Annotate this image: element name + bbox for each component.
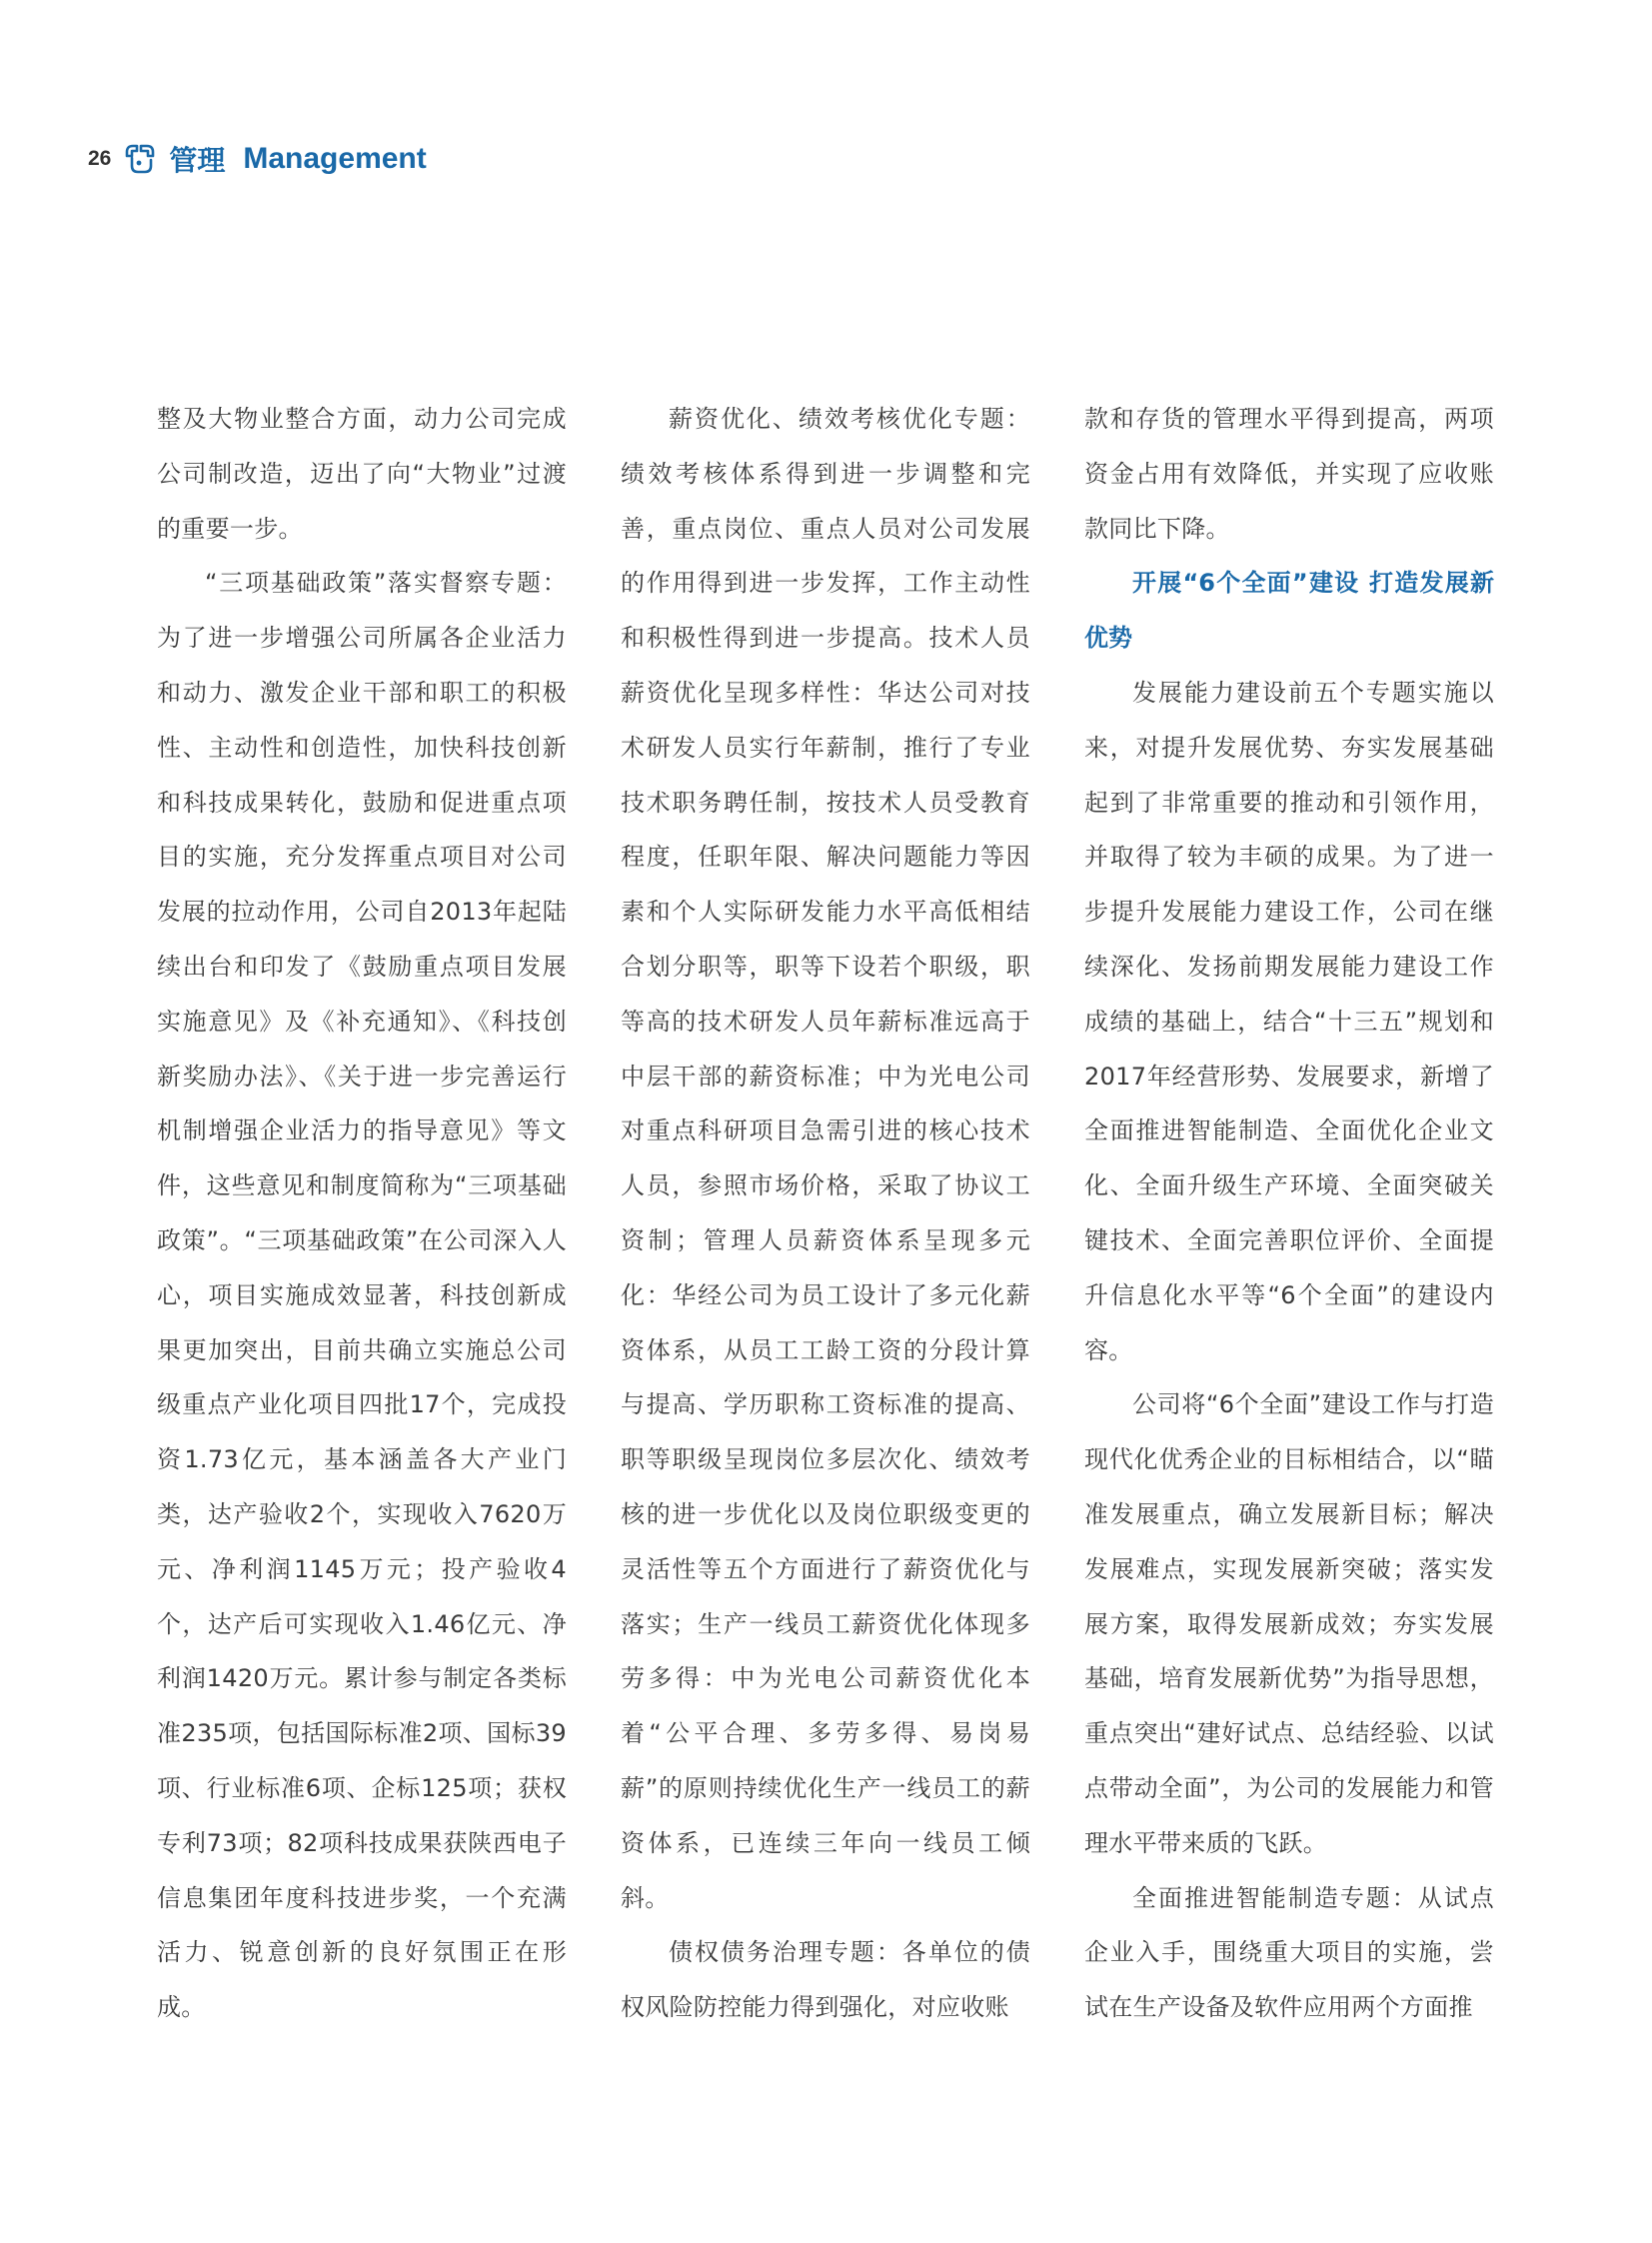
page-header	[88, 136, 427, 182]
paragraph: 全面推进智能制造专题：从试点企业入手，围绕重大项目的实施，尝试在生产设备及软件应用两个方面推	[1084, 1883, 1494, 2022]
paragraph: 公司将“6个全面”建设工作与打造现代化优秀企业的目标相结合，以“瞄准发展重点，确立发展新目标；解决发展难点，实现发展新突破；落实发展方案，取得发展新成效；夯实发展基础，培育发展新优势”为指导思想，重点突出“建好试点、总结经验、以试点带动全面”，为公司的发展能力和管理水平带来质的飞跃。	[1084, 1390, 1494, 1857]
paragraph: 债权债务治理专题：各单位的债权风险防控能力得到强化，对应收账	[621, 1938, 1030, 2022]
paragraph: 款和存货的管理水平得到提高，两项资金占用有效降低，并实现了应收账款同比下降。	[1084, 405, 1494, 543]
section-logo-icon	[123, 142, 157, 176]
section-title-cn: 管理	[169, 144, 226, 177]
paragraph: 整及大物业整合方面，动力公司完成公司制改造，迈出了向“大物业”过渡的重要一步。	[157, 405, 567, 543]
paragraph: “三项基础政策”落实督察专题：为了进一步增强公司所属各企业活力和动力、激发企业干部和职工的积极性、主动性和创造性，加快科技创新和科技成果转化，鼓励和促进重点项目的实施，充分发挥重点项目对公司发展的拉动作用，公司自2013年起陆续出台和印发了《鼓励重点项目发展实施意见》及《补充通知》、《科技创新奖励办法》、《关于进一步完善运行机制增强企业活力的指导意见》等文件，这些意见和制度简称为“三项基础政策”。“三项基础政策”在公司深入人心，项目实施成效显著，科技创新成果更加突出，目前共确立实施总公司级重点产业化项目四批17个，完成投资1.73亿元，基本涵盖各大产业门类，达产验收2个，实现收入7620万元、净利润1145万元；投产验收4个，达产后可实现收入1.46亿元、净利润1420万元。累计参与制定各类标准235项，包括国际标准2项、国标39项、行业标准6项、企标125项；获权专利73项；82项科技成果获陕西电子信息集团年度科技进步奖，一个充满活力、锐意创新的良好氛围正在形成。	[157, 569, 567, 2022]
paragraph: 薪资优化、绩效考核优化专题：绩效考核体系得到进一步调整和完善，重点岗位、重点人员对公司发展的作用得到进一步发挥，工作主动性和积极性得到进一步提高。技术人员薪资优化呈现多样性：华达公司对技术研发人员实行年薪制，推行了专业技术职务聘任制，按技术人员受教育程度，任职年限、解决问题能力等因素和个人实际研发能力水平高低相结合划分职等，职等下设若个职级，职等高的技术研发人员年薪标准远高于中层干部的薪资标准；中为光电公司对重点科研项目急需引进的核心技术人员，参照市场价格，采取了协议工资制；管理人员薪资体系呈现多元化：华经公司为员工设计了多元化薪资体系，从员工工龄工资的分段计算与提高、学历职称工资标准的提高、职等职级呈现岗位多层次化、绩效考核的进一步优化以及岗位职级变更的灵活性等五个方面进行了薪资优化与落实；生产一线员工薪资优化体现多劳多得：中为光电公司薪资优化本着“公平合理、多劳多得、易岗易薪”的原则持续优化生产一线员工的薪资体系，已连续三年向一线员工倾斜。	[621, 405, 1030, 1912]
text-column-2	[621, 392, 1030, 2035]
text-column-1	[157, 392, 567, 2035]
section-heading: 开展“6个全面”建设 打造发展新优势	[1084, 569, 1494, 653]
section-title-en: Management	[243, 142, 427, 175]
paragraph: 发展能力建设前五个专题实施以来，对提升发展优势、夯实发展基础起到了非常重要的推动和引领作用，并取得了较为丰硕的成果。为了进一步提升发展能力建设工作，公司在继续深化、发扬前期发展能力建设工作成绩的基础上，结合“十三五”规划和2017年经营形势、发展要求，新增了全面推进智能制造、全面优化企业文化、全面升级生产环境、全面突破关键技术、全面完善职位评价、全面提升信息化水平等“6个全面”的建设内容。	[1084, 678, 1494, 1364]
page-number: 26	[88, 147, 112, 170]
text-column-3	[1084, 392, 1494, 2035]
